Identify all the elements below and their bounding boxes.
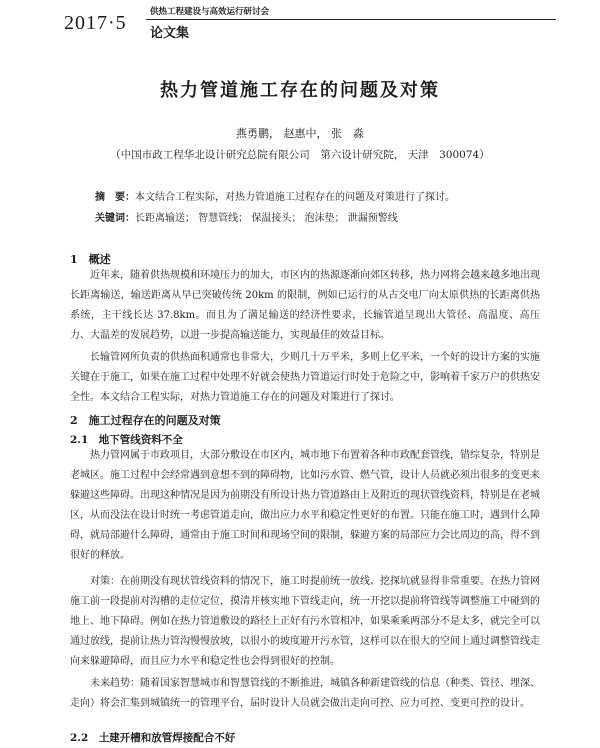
- paragraph-future-trend: 未来趋势：随着国家智慧城市和智慧管线的不断推进，城镇各种新建管线的信息（种类、管径、埋深、走向）将会汇集到城镇统一的管理平台，届时设计人员就会做出走向可控、应力可控、变更可控的设计。: [70, 678, 540, 709]
- page-header: [60, 4, 560, 41]
- paragraph-overview-1: 近年来，随着供热规模和环境压力的加大，市区内的热源逐渐向郊区转移，热力网将会越来越多地出现长距离输送，输送距离从早已突破传统 20km 的限制，例如已运行的从古交电厂向太原供热的长距离供热系统，主干线长达 37.8km。而且为了满足输送的经济性要求，长输管道呈现出大管径、高温度、高压力、大温差的发展趋势，以进一步提高输送能力，实现最佳的效益目标。: [70, 270, 540, 341]
- abstract: [95, 191, 545, 205]
- section-heading-1: 1 概述: [70, 253, 111, 266]
- keywords: [95, 212, 545, 226]
- section-heading-2: 2 施工过程存在的问题及对策: [70, 414, 221, 427]
- header-rule: [146, 19, 556, 20]
- subsection-heading-2-2: 2.2 土建开槽和放管焊接配合不好: [70, 732, 236, 744]
- paper-affiliation: （中国市政工程华北设计研究总院有限公司 第六设计研究院， 天津 300074）: [110, 149, 490, 161]
- year-issue: 2017·5: [64, 12, 127, 34]
- paper-authors: 燕勇鹏， 赵惠中， 张 淼: [236, 127, 364, 140]
- conference-name: 供热工程建设与高效运行研讨会: [150, 7, 270, 17]
- keywords-text: 长距离输送； 智慧管线； 保温接头； 泡沫垫； 泄漏预警线: [135, 213, 398, 224]
- paragraph-countermeasure: 对策：在前期没有现状管线资料的情况下，施工时提前统一放线、挖探坑就显得非常重要。在热力管网施工前一段提前对沟槽的走位定位，摸清并核实地下管线走向，统一开挖以提前将管线等调整施工中碰到的地上、地下障碍。例如在热力管道敷设的路径上正好有污水管相冲，如果乘乘两部分不是太多，就完全可以通过放线，提前让热力管沟慢慢放坡，以很小的坡度避开污水管，这样可以在很大的空间上通过调整管线走向来躲避障碍，而且应力水平和稳定性也会得到很好的控制。: [70, 576, 540, 667]
- paper-title: 热力管道施工存在的问题及对策: [160, 80, 440, 101]
- abstract-label: 摘 要：: [95, 192, 135, 203]
- paragraph-overview-2: 长输管网所负责的供热面积通常也非常大，少则几十万平米，多则上亿平米，一个好的设计方案的实施关键在于施工，如果在施工过程中处理不好就会使热力管道运行时处于危险之中，影响着千家万户的供热安全性。本文结合工程实际，对热力管道施工存在的问题及对策进行了探讨。: [70, 352, 540, 403]
- collection-name: 论文集: [150, 26, 190, 41]
- subsection-heading-2-1: 2.1 地下管线资料不全: [70, 434, 183, 446]
- abstract-text: 本文结合工程实际，对热力管道施工过程存在的问题及对策进行了探讨。: [135, 192, 455, 203]
- keywords-label: 关键词：: [95, 213, 135, 224]
- paragraph-pipeline-data: 热力管网属于市政项目，大部分敷设在市区内，城市地下布置着各种市政配套管线，错综复杂，特别是老城区。施工过程中会经常遇到意想不到的障碍物，比如污水管、燃气管，设计人员就必须出很多的变更来躲避这些障碍。出现这种情况是因为前期没有所设计热力管道路由上及附近的现状管线资料，特别是在老城区，从而没法在设计时统一考虑管道走向，做出应力水平和稳定性更好的布置。只能在施工时，遇到什么障碍，就局部避什么障碍，通常由于施工时间和现场空间的限制，躲避方案的局部应力会比周边的高，得不到很好的释放。: [70, 450, 540, 561]
